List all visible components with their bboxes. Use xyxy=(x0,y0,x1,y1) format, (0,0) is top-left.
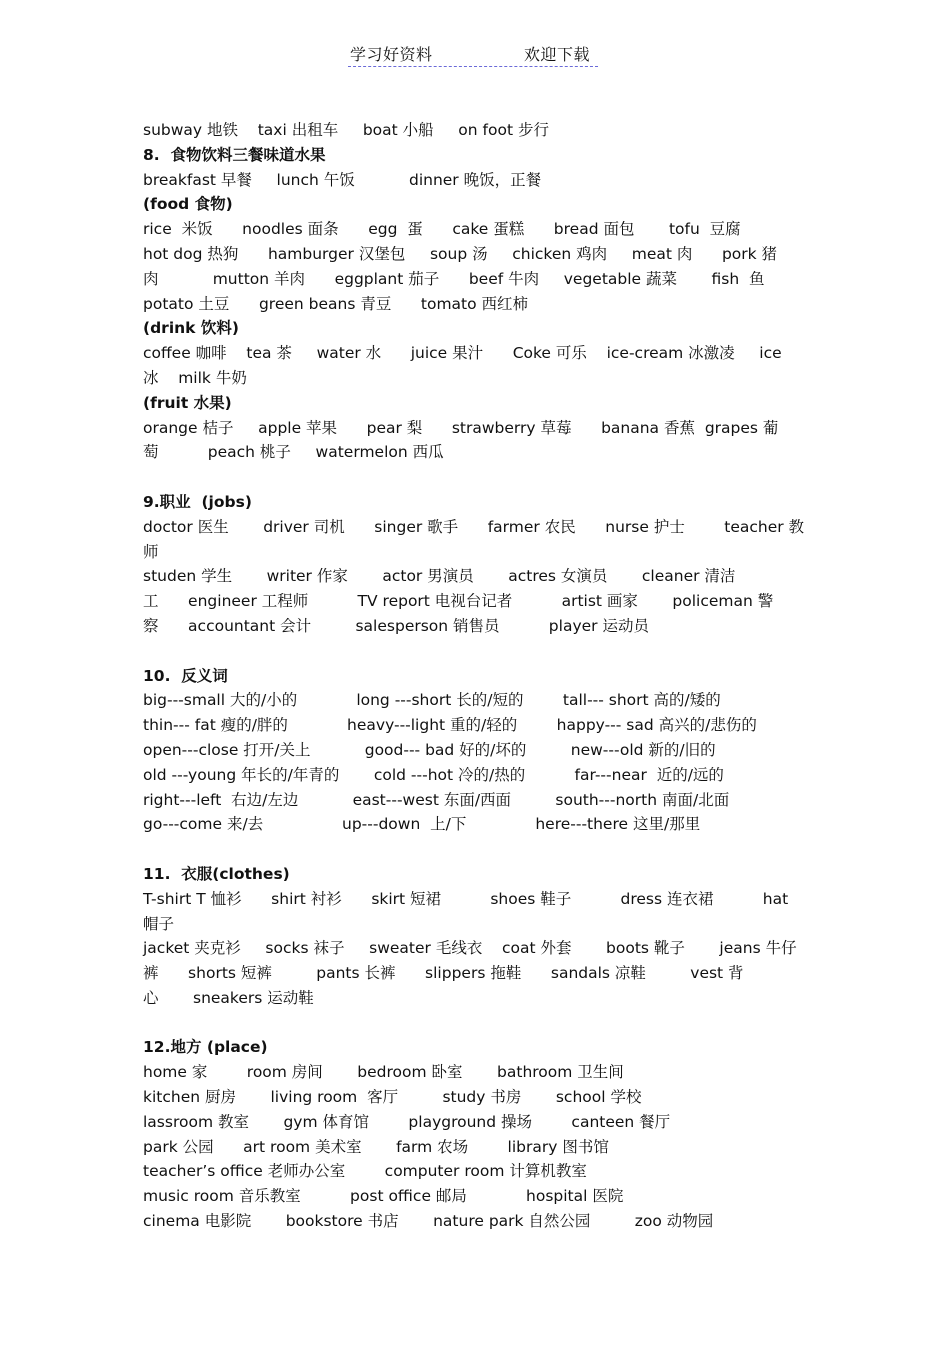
vocabulary-line: lassroom 教室 gym 体育馆 playground 操场 canteen 餐厅 xyxy=(143,1112,671,1131)
vocabulary-line: big---small 大的/小的 long ---short 长的/短的 tall--- short 高的/矮的 xyxy=(143,691,721,710)
vocabulary-line: potato 土豆 green beans 青豆 tomato 西红柿 xyxy=(143,294,529,313)
vocabulary-line: old ---young 年长的/年青的 cold ---hot 冷的/热的 far---near 近的/远的 xyxy=(143,765,724,784)
vocabulary-line: cinema 电影院 bookstore 书店 nature park 自然公园 zoo 动物园 xyxy=(143,1212,714,1231)
vocabulary-line: 萄 peach 桃子 watermelon 西瓜 xyxy=(143,443,444,462)
vocabulary-line: 裤 shorts 短裤 pants 长裤 slippers 拖鞋 sandals 凉鞋 vest 背 xyxy=(143,964,744,983)
section-heading: 12.地方 (place) xyxy=(143,1038,268,1057)
vocabulary-line: 察 accountant 会计 salesperson 销售员 player 运动员 xyxy=(143,616,649,635)
section-heading: (food 食物) xyxy=(143,195,233,214)
vocabulary-line: right---left 右边/左边 east---west 东面/西面 south---north 南面/北面 xyxy=(143,790,730,809)
vocabulary-line: park 公园 art room 美术室 farm 农场 library 图书馆 xyxy=(143,1137,609,1156)
section-heading: (drink 饮料) xyxy=(143,319,239,338)
vocabulary-line: home 家 room 房间 bedroom 卧室 bathroom 卫生间 xyxy=(143,1063,624,1082)
vocabulary-line: jacket 夹克衫 socks 袜子 sweater 毛线衣 coat 外套 boots 靴子 jeans 牛仔 xyxy=(143,939,797,958)
vocabulary-line: teacher’s office 老师办公室 computer room 计算机教室 xyxy=(143,1162,587,1181)
vocabulary-list xyxy=(143,118,808,1234)
section-heading: 9.职业 (jobs) xyxy=(143,492,252,511)
vocabulary-line: thin--- fat 瘦的/胖的 heavy---light 重的/轻的 happy--- sad 高兴的/悲伤的 xyxy=(143,716,757,735)
vocabulary-line: 帽子 xyxy=(143,914,175,933)
page-header xyxy=(348,40,598,67)
vocabulary-line: go---come 来/去 up---down 上/下 here---there 这里/那里 xyxy=(143,815,701,834)
blank-line xyxy=(143,465,808,490)
vocabulary-line: subway 地铁 taxi 出租车 boat 小船 on foot 步行 xyxy=(143,121,549,139)
vocabulary-line: 心 sneakers 运动鞋 xyxy=(143,988,314,1007)
vocabulary-line: doctor 医生 driver 司机 singer 歌手 farmer 农民 nurse 护士 teacher 教师 xyxy=(143,517,805,561)
vocabulary-line: T-shirt T 恤衫 shirt 衬衫 skirt 短裙 shoes 鞋子 dress 连衣裙 hat xyxy=(143,889,789,908)
section-heading: 10. 反义词 xyxy=(143,666,228,685)
vocabulary-line: studen 学生 writer 作家 actor 男演员 actres 女演员 cleaner 清洁 xyxy=(143,567,736,586)
header-left-text: 学习好资料 xyxy=(350,45,433,64)
vocabulary-line: breakfast 早餐 lunch 午饭 dinner 晚饭，正餐 xyxy=(143,170,542,189)
vocabulary-line: 工 engineer 工程师 TV report 电视台记者 artist 画家 policeman 警 xyxy=(143,592,774,611)
vocabulary-line: hot dog 热狗 hamburger 汉堡包 soup 汤 chicken 鸡肉 meat 肉 pork 猪 xyxy=(143,244,778,263)
blank-line xyxy=(143,1011,808,1036)
vocabulary-line: orange 桔子 apple 苹果 pear 梨 strawberry 草莓 banana 香蕉 grapes 葡 xyxy=(143,418,779,437)
vocabulary-line: rice 米饭 noodles 面条 egg 蛋 cake 蛋糕 bread 面包 tofu 豆腐 xyxy=(143,220,741,239)
vocabulary-line: kitchen 厨房 living room 客厅 study 书房 school 学校 xyxy=(143,1088,642,1107)
header-right-text: 欢迎下载 xyxy=(524,45,591,64)
vocabulary-line: 冰 milk 牛奶 xyxy=(143,368,247,387)
blank-line xyxy=(143,639,808,664)
blank-line xyxy=(143,837,808,862)
section-heading: (fruit 水果) xyxy=(143,393,232,412)
vocabulary-line: coffee 咖啡 tea 茶 water 水 juice 果汁 Coke 可乐 ice-cream 冰激凌 ice xyxy=(143,344,782,363)
section-heading: 11. 衣服(clothes) xyxy=(143,864,290,883)
vocabulary-line: open---close 打开/关上 good--- bad 好的/坏的 new---old 新的/旧的 xyxy=(143,740,716,759)
section-heading: 8. 食物饮料三餐味道水果 xyxy=(143,145,326,164)
vocabulary-line: 肉 mutton 羊肉 eggplant 茄子 beef 牛肉 vegetable 蔬菜 fish 鱼 xyxy=(143,269,765,288)
vocabulary-line: music room 音乐教室 post office 邮局 hospital 医院 xyxy=(143,1187,624,1206)
